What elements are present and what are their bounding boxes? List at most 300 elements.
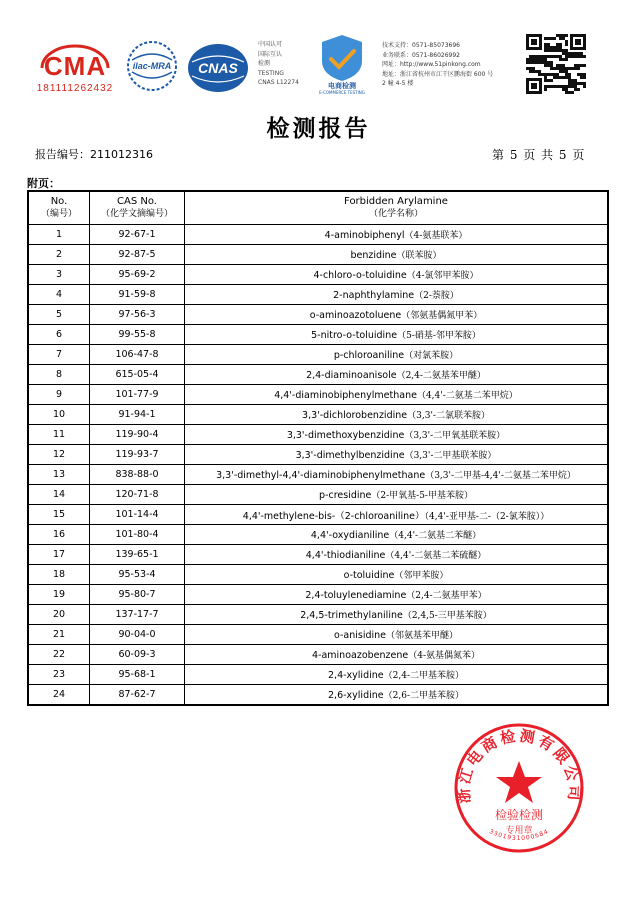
qr-module [568,73,571,76]
seal-center-line1: 检验检测 [494,808,544,822]
qr-module [559,70,562,73]
header-cas [90,191,185,225]
qr-module [580,73,583,76]
table-row [28,465,608,485]
cell-cas: 95-69-2 [90,265,185,285]
table-row [28,285,608,305]
name-zh: （4,4'-二氨基二苯甲烷） [416,391,518,401]
qr-module [547,49,550,52]
cnas-label: CNAS [198,60,238,76]
appendix-label: 附页： [27,177,60,190]
cell-name [185,505,609,525]
cell-name [185,625,609,645]
qr-module [538,61,541,64]
qr-module [550,49,553,52]
cell-cas: 92-67-1 [90,225,185,245]
cell-no: 4 [28,285,90,305]
qr-module [565,70,568,73]
table-row [28,625,608,645]
qr-module [535,55,538,58]
cell-cas: 101-14-4 [90,505,185,525]
qr-module [544,73,547,76]
qr-module [544,43,547,46]
cell-no: 10 [28,405,90,425]
cell-no: 17 [28,545,90,565]
qr-module [556,67,559,70]
name-zh: （4,4'-二氨基二苯醚） [389,531,482,541]
contact-info [382,41,522,89]
name-en: 4-chloro-o-toluidine [313,270,407,281]
cell-cas: 87-62-7 [90,685,185,706]
qr-module [565,88,568,91]
cell-no: 20 [28,605,90,625]
cell-name [185,645,609,665]
header-cas-en: CAS No. [117,196,157,207]
qr-module [544,79,547,82]
cell-cas: 95-68-1 [90,665,185,685]
ecommerce-testing-logo [312,33,372,95]
cell-no: 9 [28,385,90,405]
qr-module [562,88,565,91]
qr-module [577,64,580,67]
table-row [28,445,608,465]
cell-name [185,345,609,365]
name-zh: （3,3'-二甲氧基联苯胺） [404,431,506,441]
qr-module [577,55,580,58]
qr-module [532,58,535,61]
cell-name [185,305,609,325]
cnas-line: 中国认可 [258,41,283,48]
table-row [28,245,608,265]
ilac-label: ilac-MRA [132,61,172,71]
qr-module [571,52,574,55]
cell-no: 2 [28,245,90,265]
ilac-mra-logo [124,38,180,94]
qr-module [562,85,565,88]
qr-module [583,76,586,79]
table-row [28,605,608,625]
qr-module [559,85,562,88]
cma-logo [30,38,120,98]
qr-module [547,46,550,49]
cell-cas: 91-94-1 [90,405,185,425]
qr-module [547,37,550,40]
name-zh: （4,4'-亚甲基-二-（2-氯苯胺）） [424,511,550,522]
name-zh: （3,3'-二氯联苯胺） [407,411,490,421]
cell-cas: 95-80-7 [90,585,185,605]
qr-module [538,70,541,73]
qr-module [583,73,586,76]
qr-module [544,88,547,91]
cell-cas: 119-90-4 [90,425,185,445]
table-row [28,325,608,345]
qr-module [574,82,577,85]
qr-module [574,55,577,58]
cell-name [185,285,609,305]
contact-line: 技术支持：0571-85073696 [382,42,460,49]
table-row [28,345,608,365]
table-body [28,225,608,706]
qr-module [553,67,556,70]
qr-module [565,67,568,70]
cell-name [185,525,609,545]
name-zh: （2,4-二氨基甲苯） [406,591,487,601]
qr-module [565,55,568,58]
qr-module [553,49,556,52]
name-en: o-toluidine [343,570,395,581]
name-zh: （4-氨基联苯） [404,231,468,241]
qr-module [544,55,547,58]
qr-module [577,52,580,55]
qr-module [565,40,568,43]
cnas-logo [186,42,250,94]
cell-no: 13 [28,465,90,485]
qr-module [541,55,544,58]
cell-cas: 615-05-4 [90,365,185,385]
cell-name [185,565,609,585]
qr-module [562,64,565,67]
cell-no: 23 [28,665,90,685]
qr-module [529,55,532,58]
name-en: 3,3'-dichlorobenzidine [302,410,408,421]
qr-module [571,67,574,70]
qr-module [538,55,541,58]
name-en: 4,4'-thiodianiline [305,550,386,561]
cell-no: 3 [28,265,90,285]
qr-module [565,43,568,46]
qr-module [556,46,559,49]
cell-no: 14 [28,485,90,505]
table-row [28,565,608,585]
cell-no: 7 [28,345,90,365]
qr-module [550,73,553,76]
qr-module [535,70,538,73]
qr-module [562,34,565,37]
qr-module [538,58,541,61]
cell-cas: 60-09-3 [90,645,185,665]
cell-no: 22 [28,645,90,665]
qr-module [556,49,559,52]
qr-module [556,85,559,88]
name-zh: （4-氯邻甲苯胺） [406,271,479,281]
qr-module [532,70,535,73]
qr-module [550,37,553,40]
qr-module [562,52,565,55]
qr-module [565,76,568,79]
cell-cas: 119-93-7 [90,445,185,465]
seal-center-line2: 专用章 [505,826,533,836]
table-row [28,525,608,545]
cell-cas: 90-04-0 [90,625,185,645]
qr-module [559,67,562,70]
cell-name [185,585,609,605]
cell-name [185,385,609,405]
name-zh: （3,3'-二甲基-4,4'-二氨基二苯甲烷） [425,471,576,481]
qr-module [574,85,577,88]
name-zh: （4-氨基偶氮苯） [408,651,480,661]
qr-module [577,67,580,70]
company-seal [452,721,586,855]
qr-module [580,76,583,79]
qr-module [559,76,562,79]
cell-name [185,265,609,285]
qr-module [565,49,568,52]
qr-module [568,91,571,94]
qr-module [571,79,574,82]
report-number: 报告编号：211012316 [35,148,153,161]
qr-module [583,64,586,67]
header-no-en: No. [50,196,68,207]
name-en: benzidine [350,250,397,261]
qr-module [547,79,550,82]
table-row [28,365,608,385]
qr-module [550,64,553,67]
qr-module [583,85,586,88]
cell-no: 11 [28,425,90,445]
qr-module [556,34,559,37]
qr-module [556,73,559,76]
cell-cas: 137-17-7 [90,605,185,625]
qr-module [553,76,556,79]
cell-name [185,665,609,685]
name-zh: （邻甲苯胺） [394,571,449,581]
qr-module [553,37,556,40]
qr-module [556,76,559,79]
name-zh: （2,6-二甲基苯胺） [383,691,464,701]
name-zh: （邻氨基偶氮甲苯） [401,311,483,321]
qr-module [580,82,583,85]
cell-no: 6 [28,325,90,345]
qr-module [559,37,562,40]
table-row [28,545,608,565]
cell-cas: 106-47-8 [90,345,185,365]
qr-module [565,52,568,55]
qr-module [559,34,562,37]
name-en: 2,4-diaminoanisole [306,370,397,381]
qr-module [529,58,532,61]
qr-module [565,58,568,61]
qr-module [550,61,553,64]
qr-module [544,85,547,88]
qr-module [556,43,559,46]
name-en: 3,3'-dimethoxybenzidine [286,430,405,441]
qr-module [526,67,529,70]
qr-module [565,91,568,94]
qr-module [550,67,553,70]
qr-module [580,52,583,55]
qr-module [547,73,550,76]
table-header-row [28,191,608,225]
name-en: 4,4'-methylene-bis-（2-chloroaniline） [242,510,425,522]
name-zh: （邻氨基苯甲醚） [386,631,459,641]
table-row [28,585,608,605]
cma-number: 181111262432 [36,83,114,94]
cma-label: CMA [43,51,107,81]
cell-name [185,605,609,625]
qr-module [577,88,580,91]
arylamine-table [27,190,609,706]
cell-no: 19 [28,585,90,605]
qr-module [541,58,544,61]
name-zh: （联苯胺） [396,251,442,261]
qr-module [532,55,535,58]
name-en: 2,6-xylidine [328,690,384,701]
seal-star-icon [496,761,542,803]
cell-cas: 139-65-1 [90,545,185,565]
qr-module [529,70,532,73]
header-no-zh: （编号） [40,209,77,219]
qr-module [568,67,571,70]
cnas-line: 检测 [258,60,271,67]
qr-module [574,67,577,70]
qr-module [544,37,547,40]
qr-module [544,46,547,49]
header-name-zh: （化学名称） [368,209,423,219]
qr-module [571,82,574,85]
table-row [28,485,608,505]
name-zh: （3,3'-二甲基联苯胺） [404,451,497,461]
cell-cas: 101-77-9 [90,385,185,405]
qr-module [556,64,559,67]
qr-module [541,61,544,64]
qr-module [547,55,550,58]
cell-name [185,365,609,385]
name-zh: （2,4-二氨基苯甲醚） [396,371,486,381]
qr-module [544,76,547,79]
qr-code [525,33,587,95]
qr-module [550,85,553,88]
qr-module [559,46,562,49]
name-en: 2,4,5-trimethylaniline [300,610,403,621]
cell-no: 16 [28,525,90,545]
table-row [28,305,608,325]
qr-module [577,82,580,85]
name-en: o-anisidine [333,630,386,641]
qr-module [550,55,553,58]
qr-module [562,70,565,73]
qr-module [550,46,553,49]
qr-module [547,85,550,88]
name-en: 4-aminobiphenyl [324,230,405,241]
qr-module [580,64,583,67]
qr-module [562,67,565,70]
cell-name [185,325,609,345]
qr-module [574,52,577,55]
qr-module [526,58,529,61]
qr-module [532,61,535,64]
qr-module [550,79,553,82]
cnas-line: TESTING [258,69,284,77]
table-row [28,265,608,285]
name-zh: （2-甲氧基-5-甲基苯胺） [371,491,473,501]
name-en: p-cresidine [319,490,372,501]
qr-module [565,34,568,37]
table-row [28,225,608,245]
name-zh: （2-萘胺） [414,291,459,301]
qr-module [529,67,532,70]
qr-module [547,61,550,64]
cell-name [185,685,609,706]
name-en: 2,4-xylidine [328,670,384,681]
qr-module [574,88,577,91]
cell-no: 18 [28,565,90,585]
cell-name [185,465,609,485]
qr-module [559,43,562,46]
name-zh: （对氯苯胺） [404,351,459,361]
qr-module [568,55,571,58]
qr-module [553,73,556,76]
qr-module [580,55,583,58]
table-row [28,505,608,525]
name-zh: （5-硝基-邻甲苯胺） [397,331,481,341]
name-en: 2,4-toluylenediamine [305,590,407,601]
cell-no: 24 [28,685,90,706]
qr-module [574,64,577,67]
name-en: 4,4'-oxydianiline [310,530,390,541]
qr-module [562,49,565,52]
qr-module [526,61,529,64]
qr-module [544,61,547,64]
qr-module [541,73,544,76]
qr-module [562,37,565,40]
name-zh: （2,4,5-三甲基苯胺） [402,611,492,621]
qr-module [529,61,532,64]
name-en: 3,3'-dimethylbenzidine [295,450,405,461]
header-name-en: Forbidden Arylamine [344,196,448,207]
cell-cas: 95-53-4 [90,565,185,585]
qr-module [571,91,574,94]
name-en: p-chloroaniline [333,350,405,361]
qr-module [544,58,547,61]
header-no [28,191,90,225]
cell-name [185,245,609,265]
seal-number: 3301931000684 [487,828,551,842]
qr-module [577,73,580,76]
cnas-line: CNAS L12274 [258,79,299,86]
qr-module [544,49,547,52]
qr-module [535,61,538,64]
cell-cas: 838-88-0 [90,465,185,485]
table-row [28,385,608,405]
qr-module [583,55,586,58]
seal-ring-text: 浙江电商检测有限公司 [454,726,584,804]
qr-module [559,64,562,67]
qr-module [571,85,574,88]
header-cas-zh: （化学文摘编号） [100,209,173,219]
name-en: 4-aminoazobenzene [311,650,409,661]
qr-module [574,79,577,82]
contact-line: 2 幢 4-5 楼 [382,80,414,88]
table-row [28,665,608,685]
qr-module [568,52,571,55]
contact-line: 业务联系：0571-86026992 [382,51,460,59]
cnas-line: 国际互认 [258,50,283,58]
qr-module [532,67,535,70]
report-title: 检测报告 [266,115,371,142]
ecom-cn: 电商检测 [328,82,356,90]
page-number: 第 5 页 共 5 页 [492,148,586,162]
cell-name [185,405,609,425]
qr-module [553,85,556,88]
cell-no: 12 [28,445,90,465]
name-zh: （4,4'-二氨基二苯硫醚） [385,551,487,561]
name-en: 4,4'-diaminobiphenylmethane [274,390,417,401]
qr-module [568,85,571,88]
cell-no: 1 [28,225,90,245]
qr-module [535,58,538,61]
header-name [185,191,609,225]
qr-module [544,64,547,67]
